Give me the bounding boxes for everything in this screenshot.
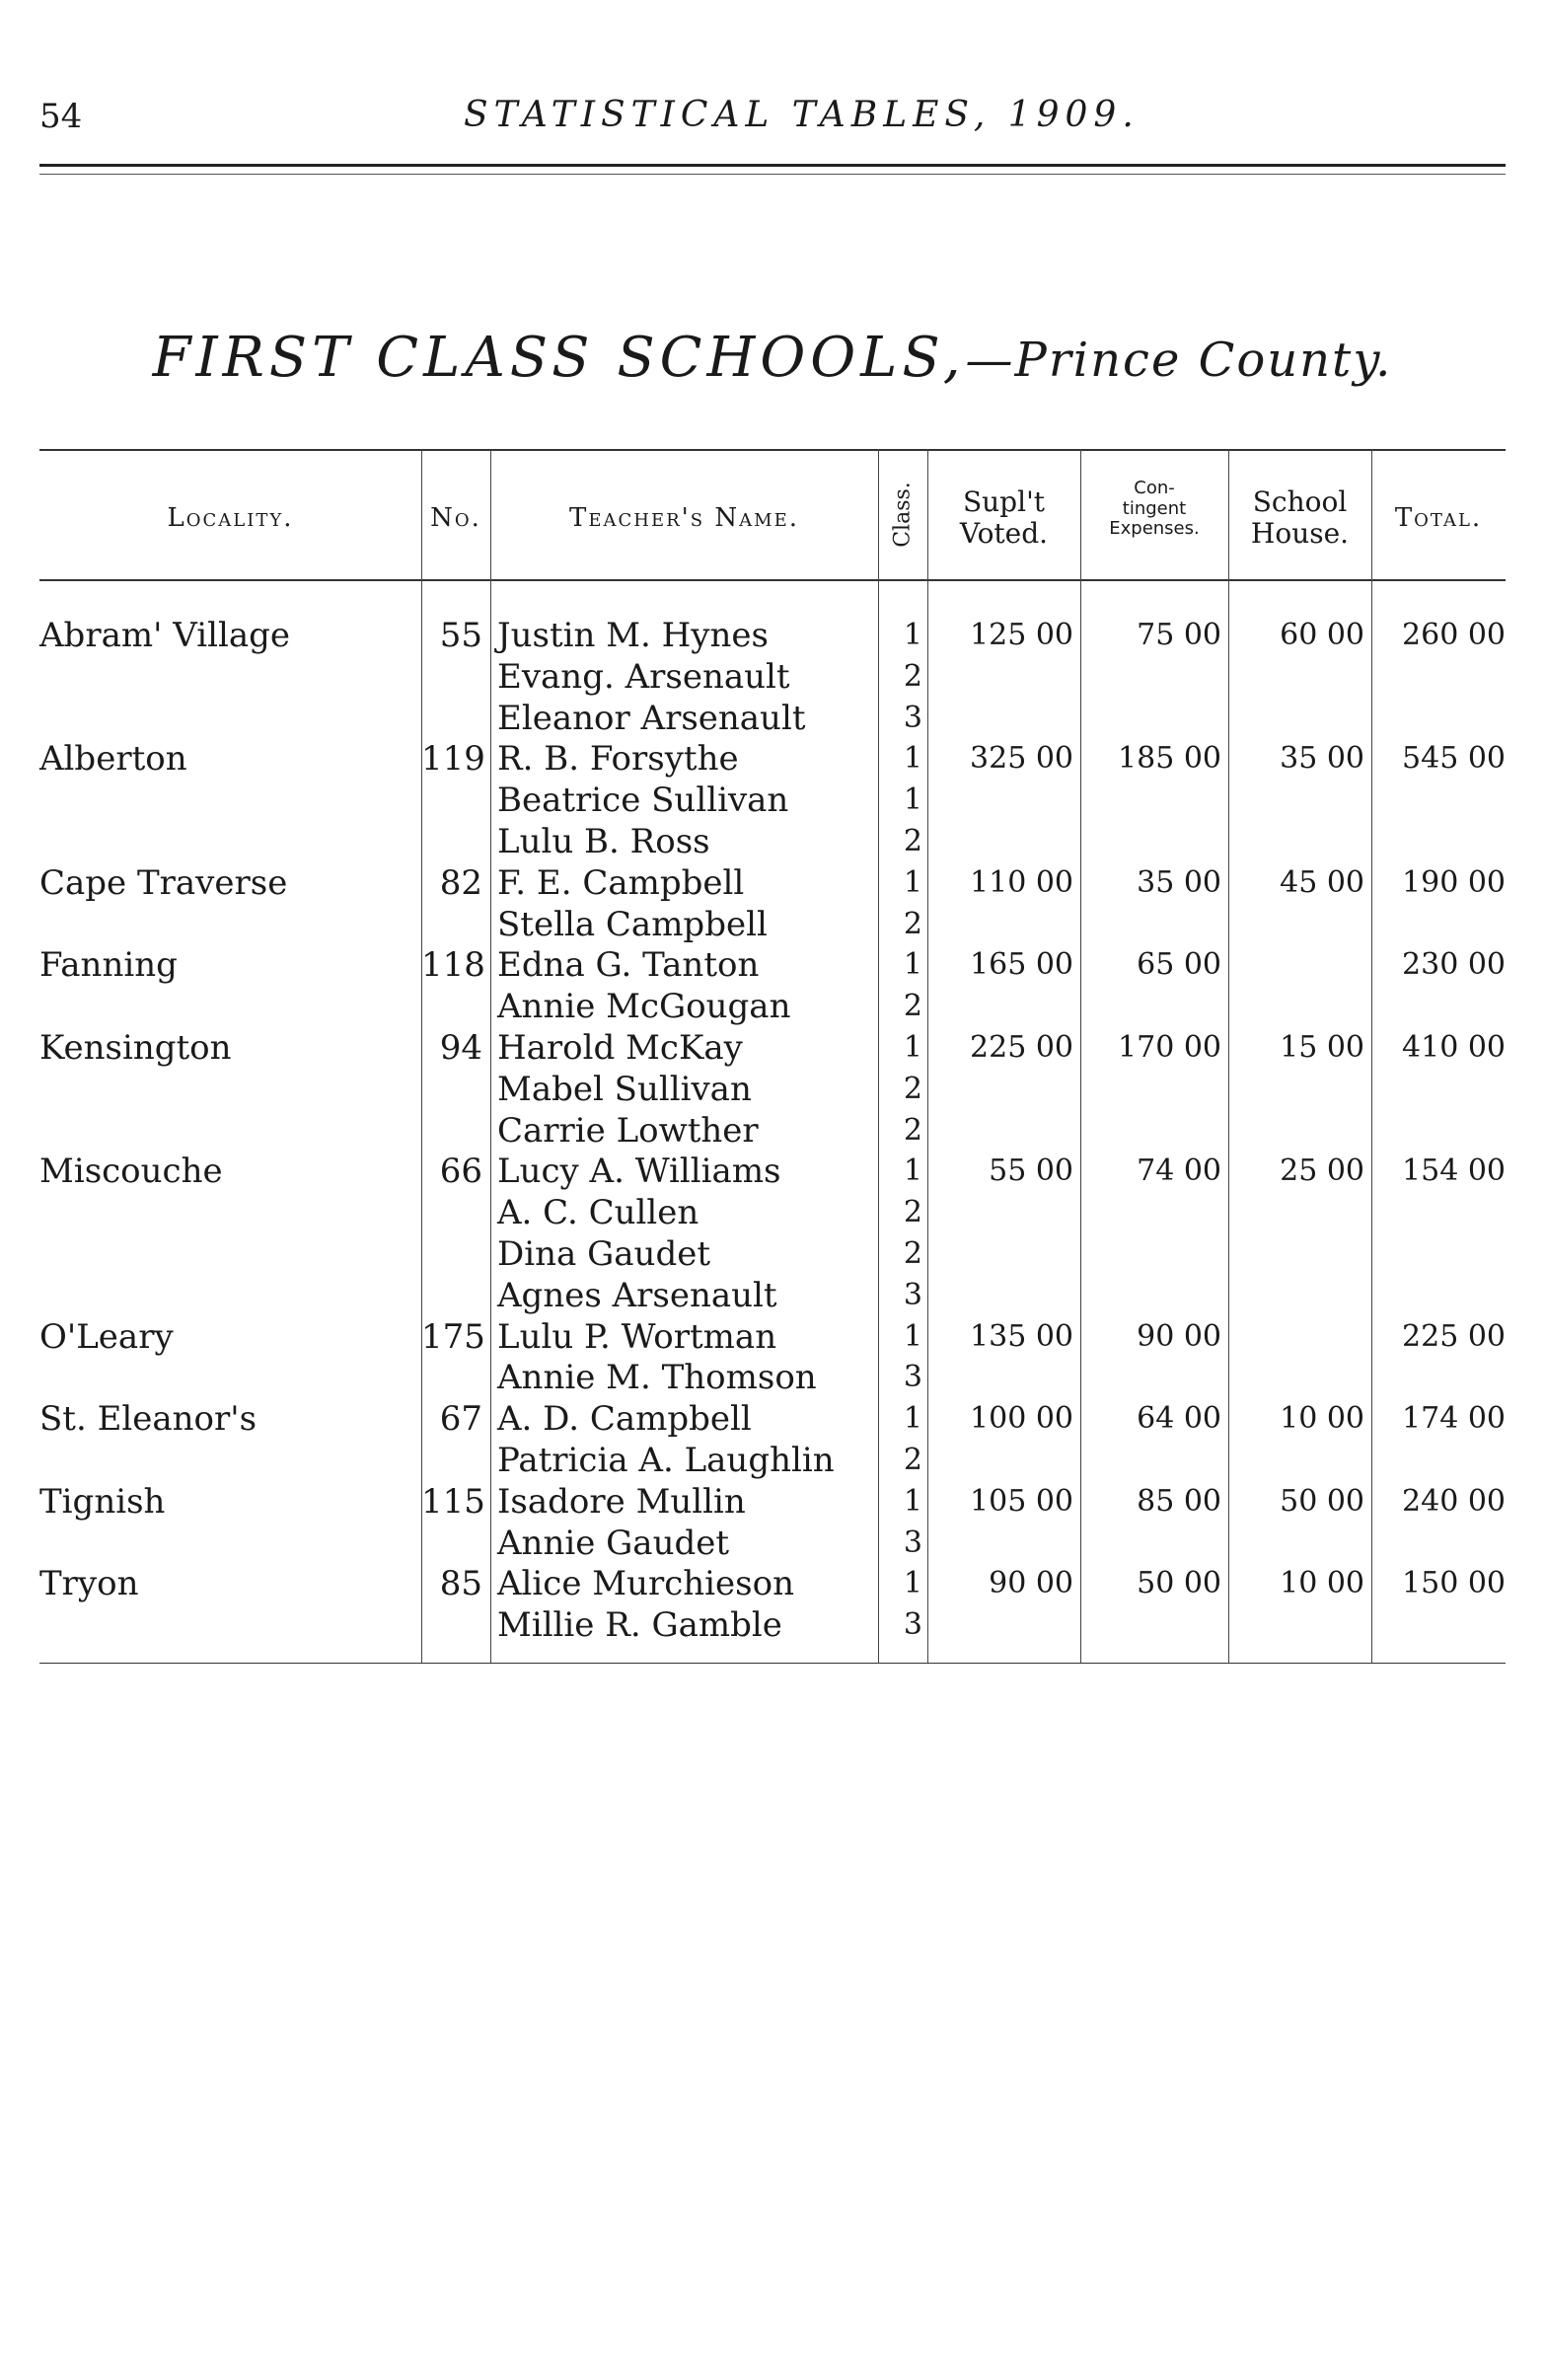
class-cell: 1 bbox=[903, 947, 922, 983]
locality-cell: Alberton bbox=[39, 739, 187, 780]
locality-cell: O'Leary bbox=[39, 1316, 174, 1357]
header-contingent-line1: Con- bbox=[1134, 478, 1175, 498]
class-cell: 1 bbox=[903, 1030, 922, 1065]
teacher-name-cell: Dina Gaudet bbox=[497, 1234, 710, 1274]
teacher-name-cell: Annie McGougan bbox=[497, 987, 791, 1027]
class-cell: 3 bbox=[903, 1607, 922, 1643]
teacher-name-cell: A. C. Cullen bbox=[497, 1193, 699, 1233]
teacher-name-cell: Lucy A. Williams bbox=[497, 1152, 781, 1192]
class-cell: 1 bbox=[903, 1153, 922, 1189]
supplement-cell: 225 00 bbox=[970, 1030, 1073, 1065]
total-cell: 240 00 bbox=[1402, 1483, 1506, 1519]
teacher-name-cell: Alice Murchieson bbox=[497, 1564, 794, 1604]
schools-table bbox=[39, 449, 1506, 1673]
class-cell: 2 bbox=[903, 1195, 922, 1230]
class-cell: 1 bbox=[903, 1401, 922, 1437]
header-school-house-line1: School bbox=[1252, 485, 1348, 518]
school-house-cell: 10 00 bbox=[1280, 1401, 1364, 1437]
school-number-cell: 118 bbox=[421, 945, 485, 986]
table-bottom-rule bbox=[39, 1663, 1506, 1664]
school-house-cell: 45 00 bbox=[1280, 864, 1364, 900]
school-number-cell: 175 bbox=[421, 1316, 485, 1357]
school-number-cell: 55 bbox=[439, 616, 482, 655]
teacher-name-cell: Harold McKay bbox=[497, 1028, 743, 1068]
contingent-cell: 185 00 bbox=[1118, 741, 1221, 777]
school-house-cell: 35 00 bbox=[1280, 741, 1364, 777]
class-cell: 3 bbox=[903, 1360, 922, 1395]
locality-cell: Fanning bbox=[39, 945, 178, 986]
teacher-name-cell: Eleanor Arsenault bbox=[497, 698, 806, 738]
supplement-cell: 100 00 bbox=[970, 1401, 1073, 1437]
header-supplement-line2: Voted. bbox=[959, 517, 1049, 551]
total-cell: 154 00 bbox=[1402, 1153, 1506, 1189]
school-number-cell: 94 bbox=[439, 1028, 482, 1068]
class-cell: 2 bbox=[903, 1071, 922, 1106]
locality-cell: Abram' Village bbox=[39, 616, 290, 655]
school-house-cell: 10 00 bbox=[1280, 1566, 1364, 1601]
locality-cell: Tignish bbox=[39, 1481, 166, 1522]
class-cell: 1 bbox=[903, 618, 922, 652]
header-locality: Locality. bbox=[167, 503, 294, 533]
total-cell: 545 00 bbox=[1402, 741, 1506, 777]
supplement-cell: 125 00 bbox=[970, 618, 1073, 652]
contingent-cell: 50 00 bbox=[1137, 1566, 1221, 1601]
total-cell: 260 00 bbox=[1402, 618, 1506, 652]
teacher-name-cell: Patricia A. Laughlin bbox=[497, 1441, 835, 1480]
teacher-name-cell: R. B. Forsythe bbox=[497, 739, 739, 780]
section-title-main: FIRST CLASS SCHOOLS, bbox=[152, 326, 966, 390]
running-head: STATISTICAL TABLES, 1909. bbox=[464, 95, 1140, 135]
contingent-cell: 90 00 bbox=[1137, 1318, 1221, 1354]
teacher-name-cell: Beatrice Sullivan bbox=[497, 781, 789, 821]
locality-cell: Kensington bbox=[39, 1028, 232, 1068]
header-school-house-line2: House. bbox=[1250, 517, 1350, 551]
header-rule bbox=[39, 164, 1506, 167]
supplement-cell: 110 00 bbox=[970, 864, 1073, 900]
page-number: 54 bbox=[39, 97, 83, 136]
header-class: Class. bbox=[890, 482, 916, 548]
locality-cell: Miscouche bbox=[39, 1152, 223, 1192]
teacher-name-cell: Mabel Sullivan bbox=[497, 1069, 752, 1109]
teacher-name-cell: Annie M. Thomson bbox=[497, 1358, 817, 1398]
teacher-name-cell: A. D. Campbell bbox=[497, 1399, 752, 1440]
total-cell: 225 00 bbox=[1402, 1318, 1506, 1354]
header-contingent-line2: tingent bbox=[1122, 497, 1187, 519]
teacher-name-cell: Carrie Lowther bbox=[497, 1110, 759, 1151]
header-teacher: Teacher's Name. bbox=[569, 503, 799, 533]
school-number-cell: 119 bbox=[421, 739, 485, 780]
section-title bbox=[0, 326, 1545, 390]
school-house-cell: 15 00 bbox=[1280, 1030, 1364, 1065]
total-cell: 174 00 bbox=[1402, 1401, 1506, 1437]
class-cell: 2 bbox=[903, 824, 922, 858]
school-number-cell: 67 bbox=[439, 1399, 482, 1440]
teacher-name-cell: Evang. Arsenault bbox=[497, 656, 790, 697]
class-cell: 1 bbox=[903, 864, 922, 900]
class-cell: 1 bbox=[903, 1483, 922, 1519]
class-cell: 3 bbox=[903, 700, 922, 735]
class-cell: 2 bbox=[903, 989, 922, 1024]
header-school-house bbox=[1228, 486, 1371, 550]
class-cell: 2 bbox=[903, 658, 922, 694]
locality-cell: Tryon bbox=[39, 1564, 139, 1604]
class-cell: 1 bbox=[903, 1566, 922, 1601]
header-no: No. bbox=[430, 503, 481, 533]
school-number-cell: 85 bbox=[439, 1564, 482, 1604]
contingent-cell: 64 00 bbox=[1137, 1401, 1221, 1437]
school-number-cell: 82 bbox=[439, 862, 482, 903]
school-number-cell: 66 bbox=[439, 1152, 482, 1192]
table-header-rule bbox=[39, 579, 1506, 581]
supplement-cell: 325 00 bbox=[970, 741, 1073, 777]
section-title-county: —Prince County. bbox=[965, 333, 1393, 388]
class-cell: 3 bbox=[903, 1525, 922, 1560]
class-cell: 2 bbox=[903, 1112, 922, 1148]
header-rule-thin bbox=[39, 174, 1506, 175]
class-cell: 2 bbox=[903, 906, 922, 941]
school-house-cell: 50 00 bbox=[1280, 1483, 1364, 1519]
class-cell: 1 bbox=[903, 1318, 922, 1354]
header-total: Total. bbox=[1394, 503, 1483, 533]
header-supplement bbox=[927, 486, 1080, 550]
teacher-name-cell: Lulu P. Wortman bbox=[497, 1316, 777, 1357]
header-contingent bbox=[1080, 479, 1228, 540]
teacher-name-cell: Millie R. Gamble bbox=[497, 1605, 782, 1646]
school-house-cell: 25 00 bbox=[1280, 1153, 1364, 1189]
teacher-name-cell: Edna G. Tanton bbox=[497, 945, 760, 986]
school-house-cell: 60 00 bbox=[1280, 618, 1364, 652]
contingent-cell: 74 00 bbox=[1137, 1153, 1221, 1189]
header-supplement-line1: Supl't bbox=[962, 485, 1046, 518]
supplement-cell: 55 00 bbox=[989, 1153, 1073, 1189]
contingent-cell: 65 00 bbox=[1137, 947, 1221, 983]
total-cell: 190 00 bbox=[1402, 864, 1506, 900]
supplement-cell: 105 00 bbox=[970, 1483, 1073, 1519]
header-contingent-line3: Expenses. bbox=[1109, 518, 1200, 540]
teacher-name-cell: Justin M. Hynes bbox=[497, 616, 769, 655]
table-top-rule bbox=[39, 449, 1506, 451]
col-divider bbox=[490, 449, 491, 1663]
class-cell: 3 bbox=[903, 1277, 922, 1312]
teacher-name-cell: F. E. Campbell bbox=[497, 862, 745, 903]
contingent-cell: 35 00 bbox=[1137, 864, 1221, 900]
teacher-name-cell: Lulu B. Ross bbox=[497, 822, 710, 861]
teacher-name-cell: Stella Campbell bbox=[497, 904, 768, 944]
teacher-name-cell: Annie Gaudet bbox=[497, 1523, 730, 1563]
teacher-name-cell: Isadore Mullin bbox=[497, 1481, 746, 1522]
class-cell: 1 bbox=[903, 782, 922, 818]
total-cell: 150 00 bbox=[1402, 1566, 1506, 1601]
school-number-cell: 115 bbox=[421, 1481, 485, 1522]
class-cell: 1 bbox=[903, 741, 922, 777]
supplement-cell: 90 00 bbox=[989, 1566, 1073, 1601]
supplement-cell: 165 00 bbox=[970, 947, 1073, 983]
teacher-name-cell: Agnes Arsenault bbox=[497, 1275, 777, 1315]
contingent-cell: 170 00 bbox=[1118, 1030, 1221, 1065]
total-cell: 410 00 bbox=[1402, 1030, 1506, 1065]
contingent-cell: 85 00 bbox=[1137, 1483, 1221, 1519]
supplement-cell: 135 00 bbox=[970, 1318, 1073, 1354]
locality-cell: St. Eleanor's bbox=[39, 1399, 258, 1440]
class-cell: 2 bbox=[903, 1443, 922, 1477]
locality-cell: Cape Traverse bbox=[39, 862, 288, 903]
class-cell: 2 bbox=[903, 1236, 922, 1271]
contingent-cell: 75 00 bbox=[1137, 618, 1221, 652]
total-cell: 230 00 bbox=[1402, 947, 1506, 983]
